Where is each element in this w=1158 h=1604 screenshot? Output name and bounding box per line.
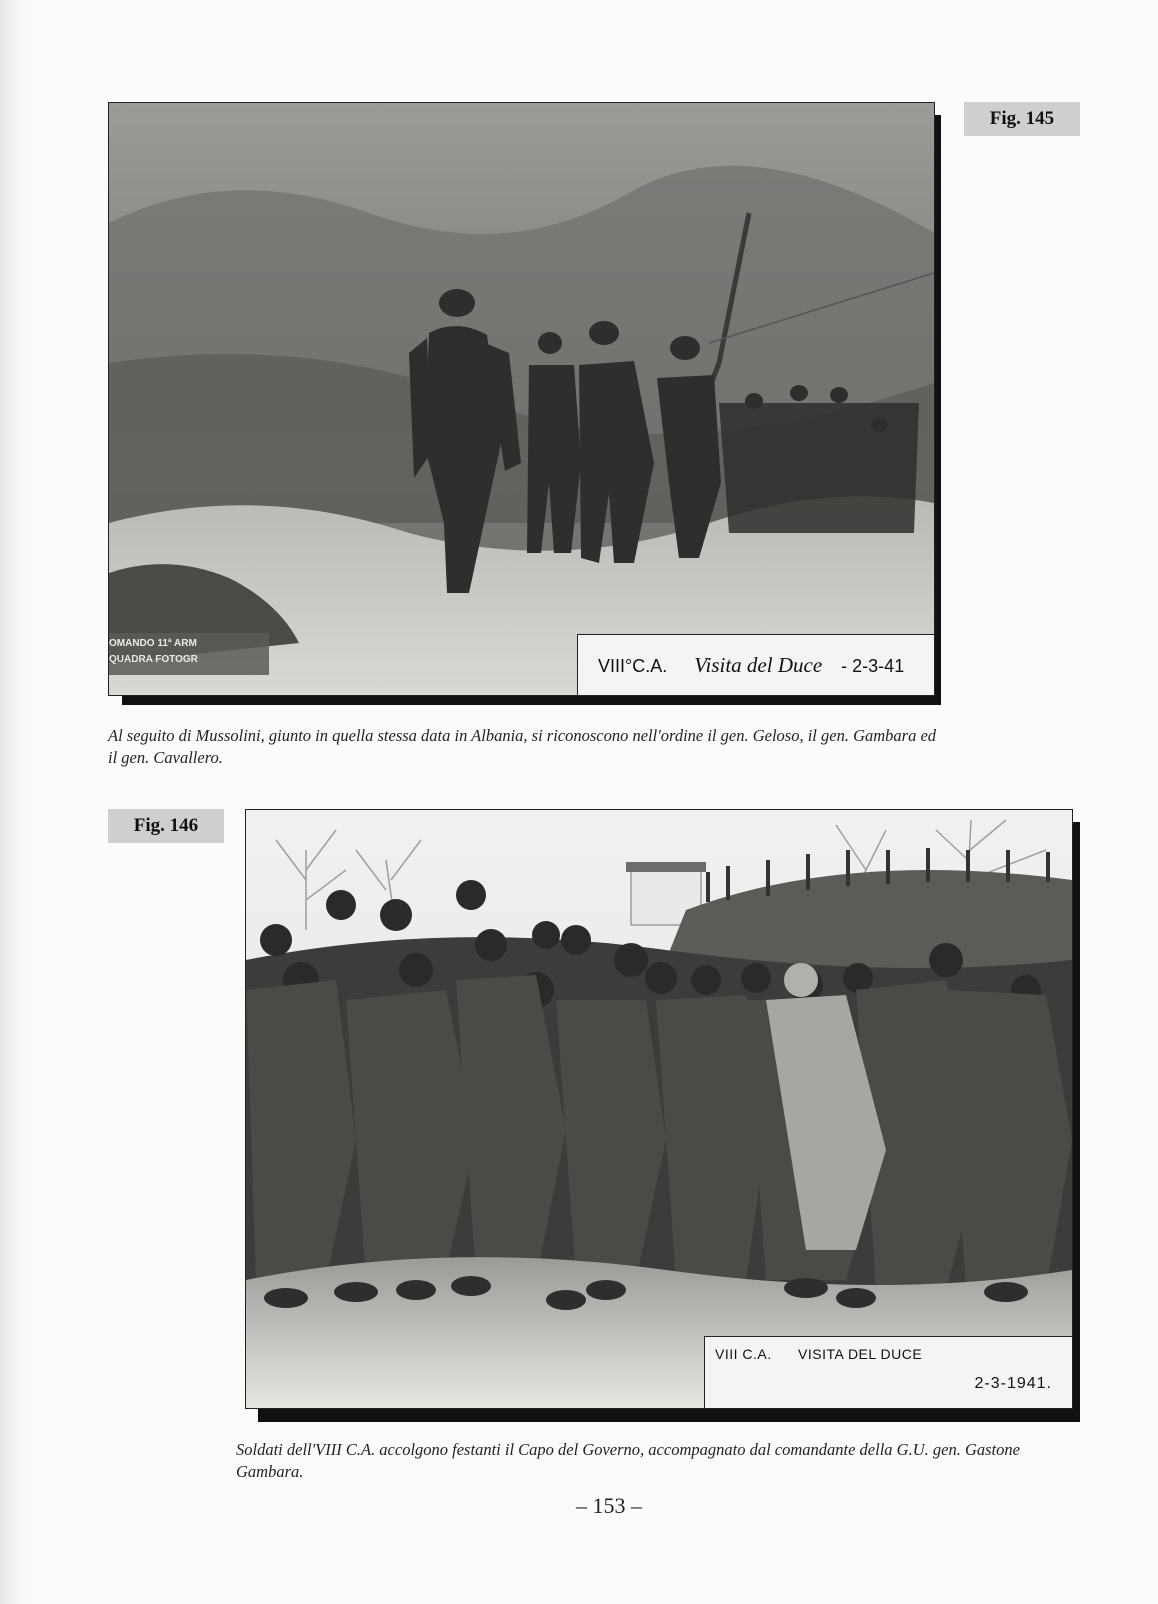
corner-stamp-line1: OMANDO 11ª ARM — [109, 638, 197, 649]
photo-image — [246, 810, 1072, 1408]
photo-soldiers-cheering — [245, 809, 1073, 1409]
stamp-unit: VIII°C.A. — [598, 656, 668, 676]
caption-145: Al seguito di Mussolini, giunto in quella stessa data in Albania, si riconoscono nell'ordine il gen. Geloso, il gen. Gambara ed il gen. Cavallero. — [108, 726, 937, 767]
photo-image — [109, 103, 934, 695]
stamp-title: Visita del Duce — [694, 653, 823, 677]
stamp-title: VISITA DEL DUCE — [798, 1346, 923, 1362]
caption-146: Soldati dell'VIII C.A. accolgono festanti il Capo del Governo, accompagnato dal comandante della G.U. gen. Gastone Gambara. — [236, 1440, 1020, 1481]
stamp-unit: VIII C.A. — [715, 1346, 772, 1362]
photo-stamp-145 — [577, 634, 935, 696]
fig-label-145: Fig. 145 — [964, 102, 1080, 136]
corner-stamp-line2: QUADRA FOTOGR — [109, 654, 198, 665]
stamp-date: - 2-3-41 — [841, 656, 905, 676]
stamp-date: 2-3-1941. — [974, 1375, 1052, 1392]
photo-mussolini-visit — [108, 102, 935, 696]
photo-stamp-146 — [704, 1336, 1073, 1409]
page-number: – 153 – — [576, 1493, 642, 1518]
fig-label-146: Fig. 146 — [108, 809, 224, 843]
corner-stamp — [109, 636, 269, 668]
binding-shadow — [0, 0, 30, 1604]
